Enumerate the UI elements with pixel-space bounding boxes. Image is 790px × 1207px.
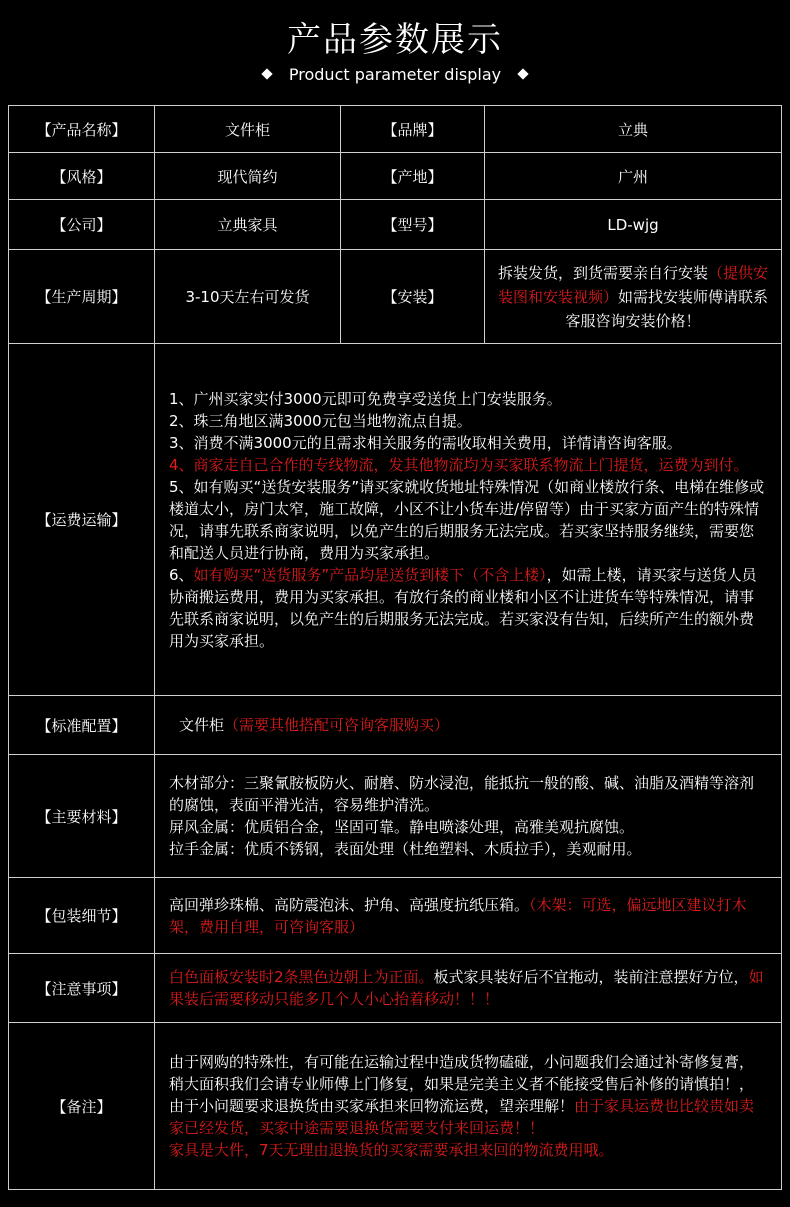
notice-red-1: 白色面板安装时2条黑色边朝上为正面。	[169, 968, 434, 986]
shipping-item-1: 1、广州买家实付3000元即可免费享受送货上门安装服务。	[169, 389, 562, 408]
config-note-red: （需要其他搭配可咨询客服购买）	[224, 716, 450, 734]
material-handle-metal: 拉手金属：优质不锈钢，表面处理（杜绝塑料、木质拉手），美观耐用。	[169, 840, 642, 858]
shipping-item-6	[169, 564, 767, 652]
shipping-item-5: 5、如有购买“送货安装服务”请买家就收货地址特殊情况（如商业楼放行条、电梯在维修或楼道太小，房门太窄，施工故障，小区不让小货车进/停留等）由于买家方面产生的特殊情况，请事先联系商家说明，以免产生的后期服务无法完成。若买家坚持服务继续，需要您和配送人员进行协商，费用为买家承担。	[169, 477, 765, 562]
package-label: 【包装细节】	[8, 877, 155, 954]
remark-red-2: 家具是大件，7天无理由退换货的买家需要承担来回的物流费用哦。	[169, 1141, 614, 1159]
notice-red-2: 如果装后需要移动只能多几个人小心抬着移动！！！	[169, 968, 764, 1008]
shipping-item-6-rest: ，如需上楼，请买家与送货人员协商搬运费用，费用为买家承担。有放行条的商业楼和小区不让进货车等特殊情况，请事先联系商家说明，以免产生的后期服务无法完成。若买家没有告知，后续所产生的额外费用为买家承担。	[169, 565, 757, 650]
shipping-item-4: 4、商家走自己合作的专线物流，发其他物流均为买家联系物流上门提货，运费为到付。	[169, 455, 749, 474]
company-value: 立典家具	[154, 199, 341, 250]
install-text-red: （提供安装图和安装视频）	[497, 263, 769, 306]
name-value: 文件柜	[154, 105, 341, 153]
page-title: 产品参数展示	[287, 20, 503, 60]
remark-value	[154, 1022, 782, 1190]
install-label: 【安装】	[340, 249, 485, 344]
diamond-right-icon	[517, 68, 528, 79]
diamond-left-icon	[261, 68, 272, 79]
install-text-2: 如需找安装师傅请联系客服咨询安装价格！	[565, 287, 769, 330]
material-wood: 木材部分：三聚氰胺板防火、耐磨、防水浸泡，能抵抗一般的酸、碱、油脂及酒精等溶剂的腐蚀，表面平滑光洁，容易维护清洗。	[169, 774, 755, 814]
model-label: 【型号】	[340, 199, 485, 250]
config-label: 【标准配置】	[8, 695, 155, 755]
origin-value: 广州	[484, 152, 782, 200]
material-value	[154, 754, 782, 878]
install-value	[484, 249, 782, 344]
model-value: LD-wjg	[484, 199, 782, 250]
period-value: 3-10天左右可发货	[154, 249, 341, 344]
brand-label: 【品牌】	[340, 105, 485, 153]
config-item: 文件柜	[179, 716, 225, 734]
style-label: 【风格】	[8, 152, 155, 200]
remark-text: 由于网购的特殊性，有可能在运输过程中造成货物磕碰，小问题我们会通过补寄修复膏，稍大面积我们会请专业师傅上门修复，如果是完美主义者不能接受售后补修的请慎拍！，由于小问题要求退换货由买家承担来回物流运费，望亲理解！	[169, 1053, 755, 1115]
origin-label: 【产地】	[340, 152, 485, 200]
package-text: 高回弹珍珠棉、高防震泡沫、护角、高强度抗纸压箱。	[169, 895, 530, 914]
material-label: 【主要材料】	[8, 754, 155, 878]
subtitle-text: Product parameter display	[288, 65, 502, 84]
style-value: 现代简约	[154, 152, 341, 200]
shipping-item-6-prefix: 6、	[169, 565, 194, 584]
name-label: 【产品名称】	[8, 105, 155, 153]
period-label: 【生产周期】	[8, 249, 155, 344]
package-value	[154, 877, 782, 954]
company-label: 【公司】	[8, 199, 155, 250]
shipping-item-2: 2、珠三角地区满3000元包当地物流点自提。	[169, 411, 472, 430]
shipping-value	[154, 343, 782, 696]
remark-red-1: 由于家具运费也比较贵如卖家已经发货，买家中途需要退换货需要支付来回运费！！	[169, 1097, 755, 1137]
remark-label: 【备注】	[8, 1022, 155, 1190]
package-note-red: （木架：可选，偏远地区建议打木架，费用自理，可咨询客服）	[169, 895, 747, 936]
shipping-item-3: 3、消费不满3000元的且需求相关服务的需收取相关费用，详情请咨询客服。	[169, 433, 682, 452]
install-text-1: 拆装发货，到货需要亲自行安装	[497, 263, 708, 282]
brand-value: 立典	[484, 105, 782, 153]
notice-value	[154, 953, 782, 1023]
page-subtitle	[0, 64, 790, 86]
notice-label: 【注意事项】	[8, 953, 155, 1023]
material-screen-metal: 屏风金属：优质铝合金，坚固可靠。静电喷漆处理，高雅美观抗腐蚀。	[169, 818, 635, 836]
notice-text: 板式家具装好后不宜拖动，装前注意摆好方位，	[433, 968, 749, 986]
config-value	[154, 695, 782, 755]
shipping-item-6-red: 如有购买“送货服务”产品均是送货到楼下（不含上楼）	[193, 565, 547, 584]
shipping-label: 【运费运输】	[8, 343, 155, 696]
